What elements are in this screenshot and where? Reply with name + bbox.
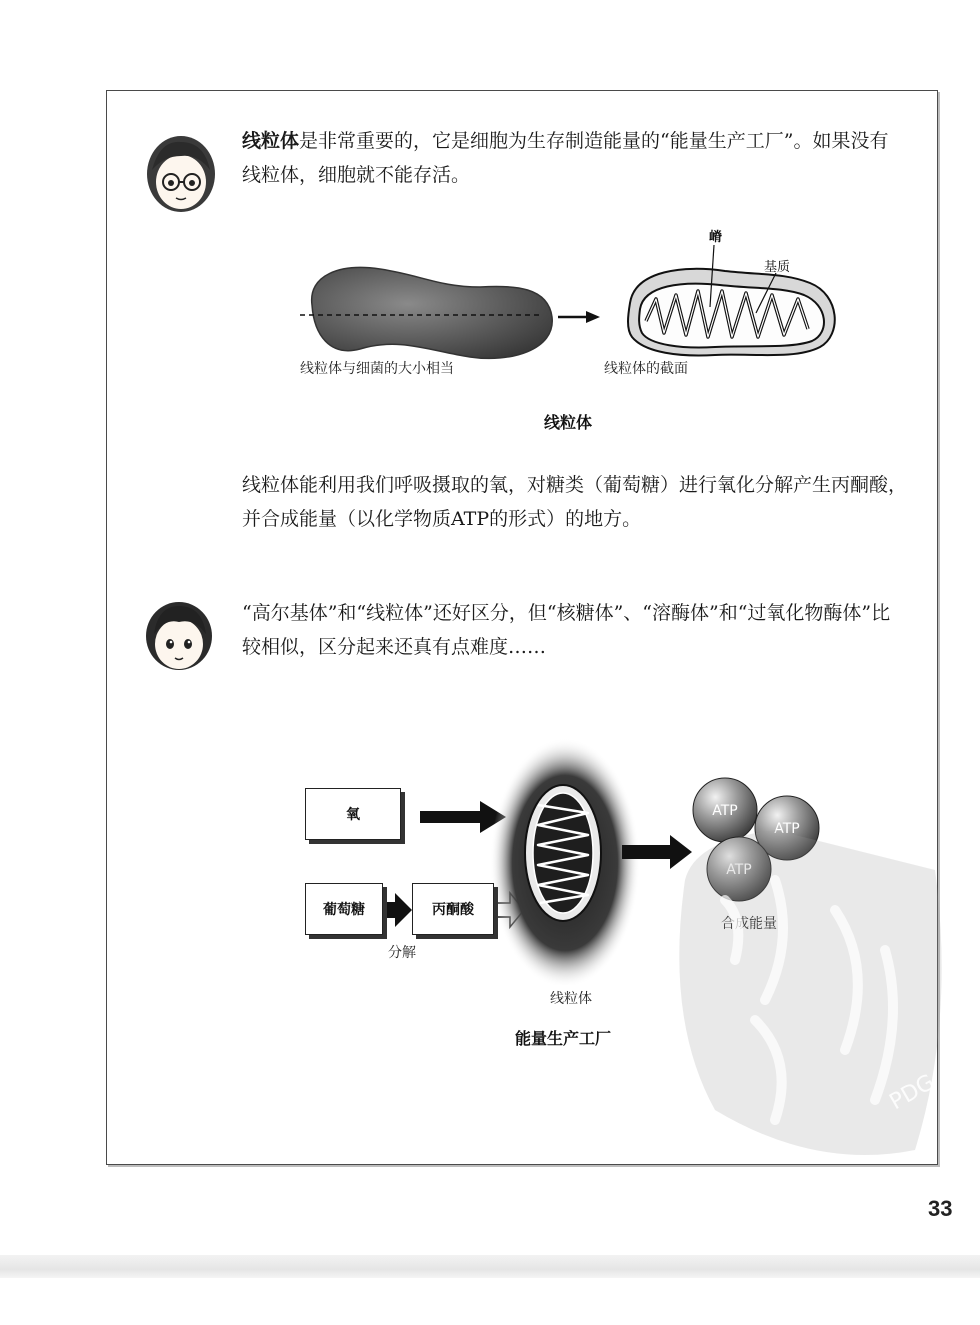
figure1-right-caption: 线粒体的截面 xyxy=(604,361,688,377)
intro-paragraph xyxy=(242,124,907,192)
pyruvate-box: 丙酮酸 xyxy=(412,883,494,935)
mitochondrion-icon xyxy=(525,785,601,921)
arrow-right-icon xyxy=(558,311,600,323)
watermark-text: PDG xyxy=(885,1069,939,1116)
atp-label: ATP xyxy=(726,862,752,878)
glucose-box: 葡萄糖 xyxy=(305,883,383,935)
page-bottom-band xyxy=(0,1278,980,1325)
synthesize-energy-label: 合成能量 xyxy=(721,916,777,932)
glucose-to-pyruvate-arrow-icon xyxy=(387,893,412,927)
oxygen-box: 氧 xyxy=(305,788,401,840)
mitochondria-function-paragraph: 线粒体能利用我们呼吸摄取的氧，对糖类（葡萄糖）进行氧化分解产生丙酮酸，并合成能量（以化学物质ATP的形式）的地方。 xyxy=(242,474,908,530)
figure1-left-caption: 线粒体与细菌的大小相当 xyxy=(300,361,454,377)
mitochondrion-cross-section xyxy=(628,245,835,355)
atp-label: ATP xyxy=(712,803,738,819)
boy-avatar-icon xyxy=(140,598,218,676)
mitochondrion-whole xyxy=(300,268,552,359)
girl-glasses-avatar-icon xyxy=(140,130,222,218)
library-stamp-watermark xyxy=(655,820,955,1170)
figure1-title: 线粒体 xyxy=(544,413,593,432)
breakdown-label: 分解 xyxy=(388,945,416,961)
mitochondrion-label: 线粒体 xyxy=(550,991,592,1007)
intro-text: 是非常重要的，它是细胞为生存制造能量的“能量生产工厂”。如果没有线粒体，细胞就不能存活。 xyxy=(242,130,889,186)
figure2-title: 能量生产工厂 xyxy=(515,1029,612,1048)
crista-label: 嵴 xyxy=(709,230,723,245)
page-number: 33 xyxy=(928,1196,953,1221)
matrix-label: 基质 xyxy=(764,260,791,275)
atp-label: ATP xyxy=(774,821,800,837)
intro-term: 线粒体 xyxy=(242,130,300,152)
scan-edge-strip xyxy=(0,1255,980,1279)
organelle-comparison-paragraph: “高尔基体”和“线粒体”还好区分，但“核糖体”、“溶酶体”和“过氧化物酶体”比较相似，区分起来还真有点难度…… xyxy=(242,602,891,658)
